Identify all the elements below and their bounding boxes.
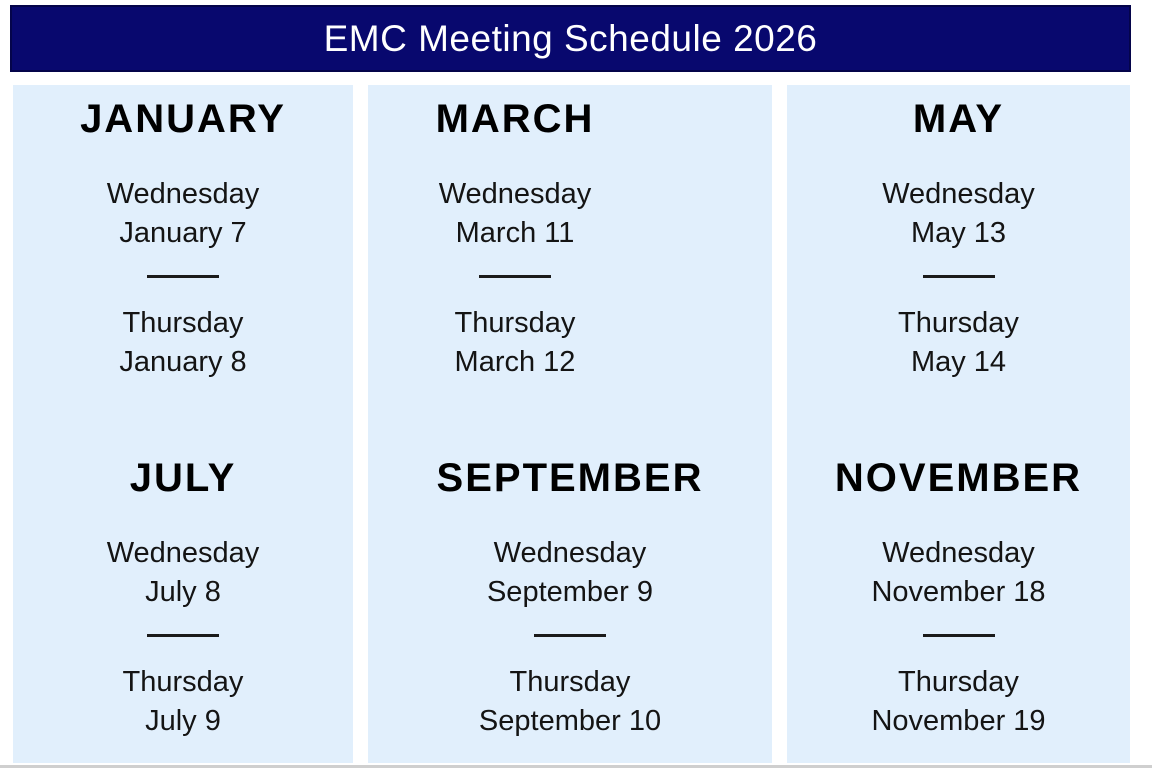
divider-line <box>147 275 219 278</box>
schedule-column-1 <box>13 85 353 763</box>
meeting-date: July 8 <box>145 576 221 609</box>
page-title: EMC Meeting Schedule 2026 <box>323 17 818 59</box>
meeting-date: January 7 <box>119 217 247 250</box>
schedule-grid <box>13 85 1130 763</box>
divider-line <box>147 634 219 637</box>
meeting-day: Thursday <box>454 307 576 340</box>
meeting-day: Wednesday <box>493 537 647 569</box>
meeting-day: Thursday <box>122 307 244 340</box>
month-heading: NOVEMBER <box>834 456 1083 500</box>
meeting-day: Wednesday <box>882 537 1035 569</box>
meeting <box>487 534 653 612</box>
month-heading: MARCH <box>435 97 595 141</box>
meeting-day: Thursday <box>509 666 631 699</box>
month-heading: JANUARY <box>80 97 286 141</box>
meeting-date: May 13 <box>910 217 1007 250</box>
meeting-day: Thursday <box>898 307 1019 340</box>
month-panel-january <box>13 85 353 420</box>
meeting <box>882 175 1035 253</box>
divider-line <box>923 275 995 278</box>
meeting-date: March 11 <box>455 217 575 250</box>
title-bar <box>10 5 1131 72</box>
schedule-column-3 <box>787 85 1130 763</box>
meeting-date: July 9 <box>145 705 221 738</box>
meeting-day: Thursday <box>898 666 1019 699</box>
divider-line <box>923 634 995 637</box>
month-heading: JULY <box>129 456 237 500</box>
month-heading: SEPTEMBER <box>436 456 704 500</box>
divider-line <box>479 275 551 278</box>
month-panel-march <box>368 85 772 420</box>
meeting-date: September 9 <box>486 576 654 609</box>
meeting-day: Wednesday <box>106 537 260 569</box>
meeting <box>479 663 661 741</box>
month-heading: MAY <box>912 97 1005 141</box>
meeting <box>898 304 1019 382</box>
month-panel-may <box>787 85 1130 420</box>
month-panel-july <box>13 420 353 763</box>
meeting-day: Wednesday <box>882 178 1035 210</box>
meeting-date: January 8 <box>119 346 247 379</box>
meeting <box>455 304 576 382</box>
meeting-day: Wednesday <box>438 178 592 210</box>
meeting <box>871 663 1045 741</box>
meeting-date: November 18 <box>871 576 1046 609</box>
meeting-date: March 12 <box>454 346 576 379</box>
meeting <box>123 663 244 741</box>
meeting-date: November 19 <box>871 705 1046 738</box>
meeting <box>439 175 592 253</box>
meeting-day: Wednesday <box>106 178 260 210</box>
meeting <box>107 534 260 612</box>
meeting <box>107 175 260 253</box>
schedule-column-2 <box>368 85 772 763</box>
meeting <box>871 534 1045 612</box>
meeting-day: Thursday <box>122 666 244 699</box>
divider-line <box>534 634 606 637</box>
month-panel-november <box>787 420 1130 763</box>
meeting-date: September 10 <box>478 705 662 738</box>
meeting <box>119 304 246 382</box>
month-panel-september <box>368 420 772 763</box>
meeting-date: May 14 <box>910 346 1007 379</box>
